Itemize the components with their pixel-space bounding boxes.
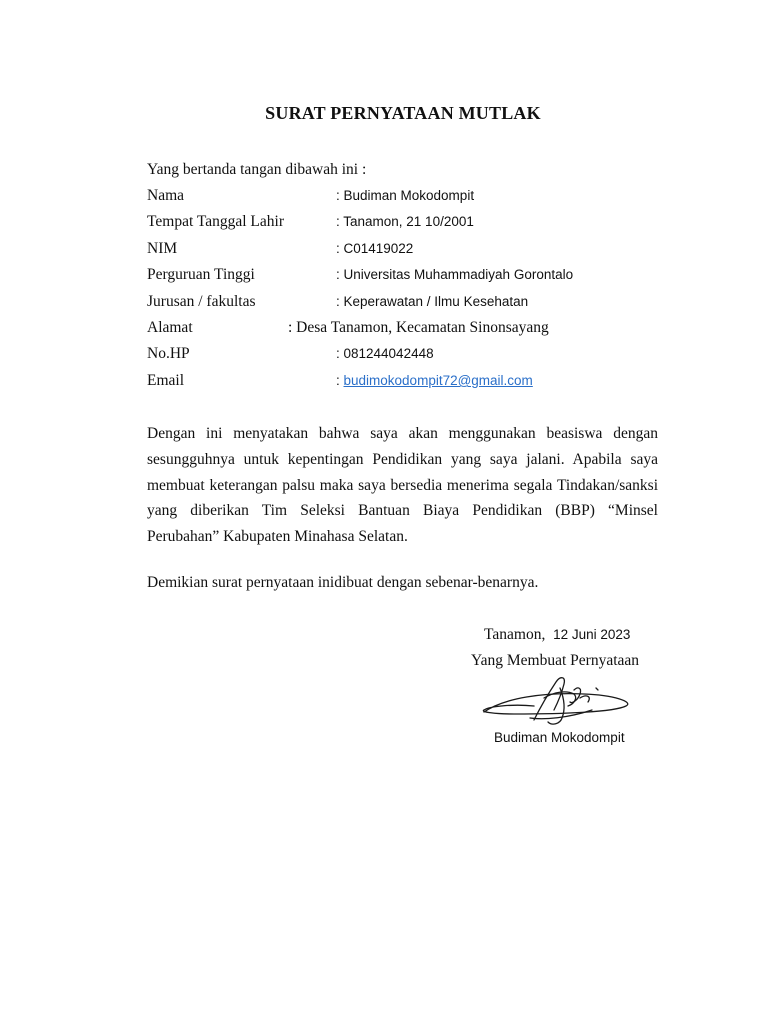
date-text: 12 Juni 2023	[553, 627, 631, 642]
field-label: Alamat	[147, 319, 193, 336]
email-prefix: :	[336, 373, 344, 388]
field-value	[336, 371, 533, 391]
place-date	[484, 626, 630, 644]
place-text: Tanamon,	[484, 626, 546, 643]
closing-text: Demikian surat pernyataan inidibuat dengan sebenar-benarnya.	[147, 574, 539, 591]
field-label: Jurusan / fakultas	[147, 293, 256, 310]
field-value: : Desa Tanamon, Kecamatan Sinonsayang	[288, 319, 549, 336]
intro-text: Yang bertanda tangan dibawah ini :	[147, 161, 367, 178]
signature-image	[474, 668, 636, 730]
email-link[interactable]: budimokodompit72@gmail.com	[343, 373, 533, 388]
field-label: NIM	[147, 240, 178, 257]
field-label: Email	[147, 372, 185, 389]
document-title: SURAT PERNYATAAN MUTLAK	[265, 103, 541, 123]
field-label: No.HP	[147, 345, 190, 362]
field-label: Nama	[147, 187, 185, 204]
field-value: : 081244042448	[336, 346, 434, 361]
field-label: Perguruan Tinggi	[147, 266, 255, 283]
signer-name: Budiman Mokodompit	[494, 730, 625, 745]
field-value: : Budiman Mokodompit	[336, 188, 475, 203]
field-label: Tempat Tanggal Lahir	[147, 213, 284, 230]
field-value: : Keperawatan / Ilmu Kesehatan	[336, 294, 529, 309]
field-value: : Tanamon, 21 10/2001	[336, 214, 474, 229]
maker-label: Yang Membuat Pernyataan	[471, 652, 640, 669]
field-value: : C01419022	[336, 241, 414, 256]
statement-paragraph: Dengan ini menyatakan bahwa saya akan menggunakan beasiswa dengan sesungguhnya untuk kepentingan Pendidikan yang saya jalani. Apabila saya membuat keterangan palsu maka saya bersedia menerima segala Tindakan/sanksi yang diberikan Tim Seleksi Bantuan Biaya Pendidikan (BBP) “Minsel Perubahan” Kabupaten Minahasa Selatan.	[147, 425, 658, 546]
field-value: : Universitas Muhammadiyah Gorontalo	[336, 267, 574, 282]
